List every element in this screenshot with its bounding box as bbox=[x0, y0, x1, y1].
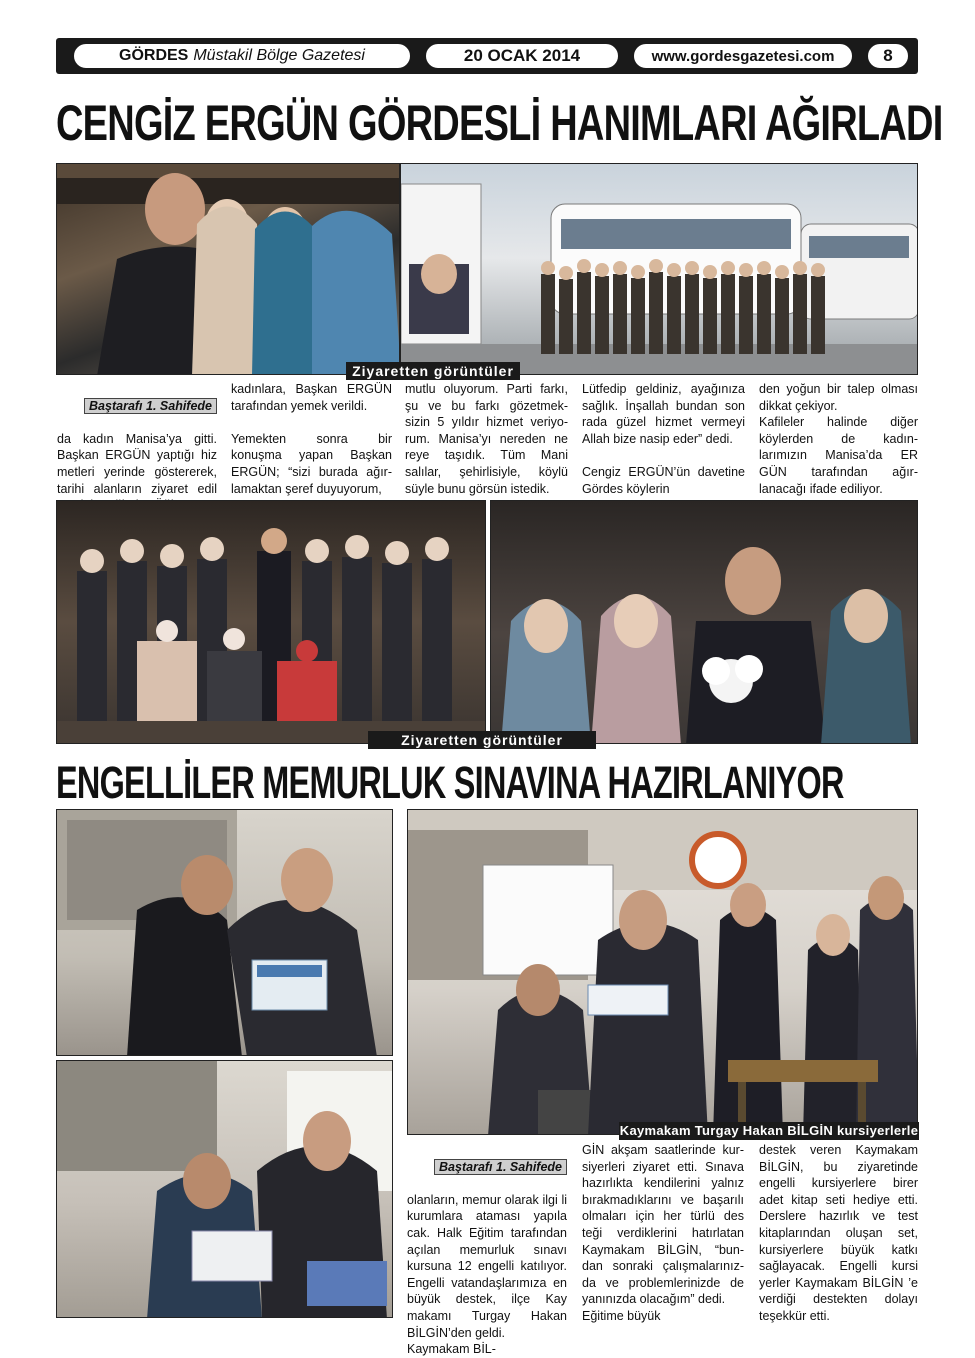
photo-kaymakam-with-trainees bbox=[407, 809, 918, 1135]
article1-column-3: mutlu oluyorum. Parti farkı, şu ve bu farkı gözetmek- sizin 5 yıldır hizmet veriyo- rum. Manisa’yı nereden ne reye taşıdık. Tüm Mani salılar, şehirlisiyle, köylü süyle bunu görsün istedik. bbox=[405, 382, 568, 496]
article2-column-2: GİN akşam saatlerinde kur- siyerleri ziyaret etti. Sınava hazırlıkta kendilerini yalnız bırakmadıklarını ve başarılı olmaları için her türlü des teği verdiklerini hatırlatan Kaymakam BİLGİN, “bun- dan sonraki çalışmalarınız- da ve problemlerinizde de yanınızda olacağım” dedi. Eğitime büyük bbox=[582, 1143, 744, 1323]
article2-photo-caption: Kaymakam Turgay Hakan BİLGİN kursiyerlerle bbox=[619, 1123, 919, 1138]
photo-mayor-with-flowers bbox=[490, 500, 918, 744]
photo-group-indoor bbox=[56, 500, 486, 744]
article2-column-3: destek veren Kaymakam BİLGİN, bu ziyaretinde engelli kursiyerlere birer adet kitap seti hediye etti. Derslere hazırlık ve test kitaplarından oluşan set, kursiyerlere büyük katkı sağlayacak. Engelli kursi yerler Kaymakam BİLGİN ’e verdiği destekten dolayı teşekkür etti. bbox=[759, 1143, 918, 1323]
article2-column-1 bbox=[407, 1142, 567, 1358]
page-number: 8 bbox=[866, 42, 910, 70]
photo-mayor-with-women bbox=[56, 163, 400, 375]
photo-kaymakam-gives-books-2 bbox=[56, 1060, 393, 1318]
photo-group-with-buses bbox=[400, 163, 918, 375]
article2-lead-label: Baştarafı 1. Sahifede bbox=[434, 1159, 567, 1175]
photo-kaymakam-gives-books-1-illustration bbox=[57, 810, 393, 1056]
paper-subtitle: Müstakil Bölge Gazetesi bbox=[193, 47, 365, 64]
photo-kaymakam-with-trainees-illustration bbox=[408, 810, 918, 1135]
photo-group-indoor-illustration bbox=[57, 501, 486, 744]
issue-date: 20 OCAK 2014 bbox=[424, 42, 620, 70]
photo-kaymakam-gives-books-2-illustration bbox=[57, 1061, 393, 1318]
article1-column-2: kadınlara, Başkan ERGÜN tarafından yemek verildi. Yemekten sonra bir konuşma yapan Başkan ERGÜN; “sizi burada ağır- lamaktan şeref duyuyorum, bbox=[231, 382, 392, 496]
photo-kaymakam-gives-books-1 bbox=[56, 809, 393, 1056]
photo-caption-top: Ziyaretten görüntüler bbox=[346, 362, 520, 380]
photo-mayor-with-flowers-illustration bbox=[491, 501, 918, 744]
website-link[interactable]: www.gordesgazetesi.com bbox=[632, 42, 854, 70]
photo-caption-bottom: Ziyaretten görüntüler bbox=[368, 731, 596, 749]
article1-column-4: Lütfedip geldiniz, ayağınıza sağlık. İnşallah bundan son rada güzel hizmet vermeyi Allah bize nasip eder” dedi. Cengiz ERGÜN’ün davetine Gördes köylerin bbox=[582, 382, 745, 496]
paper-name: GÖRDES bbox=[119, 47, 189, 64]
article1-column-5: den yoğun bir talep olması dikkat çekiyor. Kafileler halinde diğer köylerden de kadın- larımızın Manisa’da ER GÜN tarafından ağır- lanacağı ifade ediliyor. bbox=[759, 382, 918, 496]
article1-lead-label: Baştarafı 1. Sahifede bbox=[84, 398, 217, 414]
article2-headline: ENGELLİLER MEMURLUK SINAVINA HAZIRLANIYOR bbox=[56, 757, 844, 808]
article2-column-1-text: olanların, memur olarak ilgi li kurumlara ataması yapıla cak. Halk Eğitim tarafından açılan memurluk sınavı kursuna 12 engelli katılıyor. Engelli vatandaşlarımıza en büyük destek, ilçe Kay makamı Turgay Hakan BİLGİN’den geldi. Kaymakam BİL- bbox=[407, 1192, 567, 1357]
article1-headline: CENGİZ ERGÜN GÖRDESLİ HANIMLARI AĞIRLADI bbox=[56, 95, 943, 151]
masthead-bar bbox=[56, 38, 918, 74]
photo-group-with-buses-illustration bbox=[401, 164, 918, 375]
article1-column-1-text: da kadın Manisa’ya gitti. Başkan ERGÜN yaptığı hiz metleri yerinde göstererek, tarihi alanların ziyaret edil bbox=[57, 431, 217, 496]
paper-name-pill bbox=[72, 42, 412, 70]
photo-mayor-with-women-illustration bbox=[57, 164, 400, 375]
